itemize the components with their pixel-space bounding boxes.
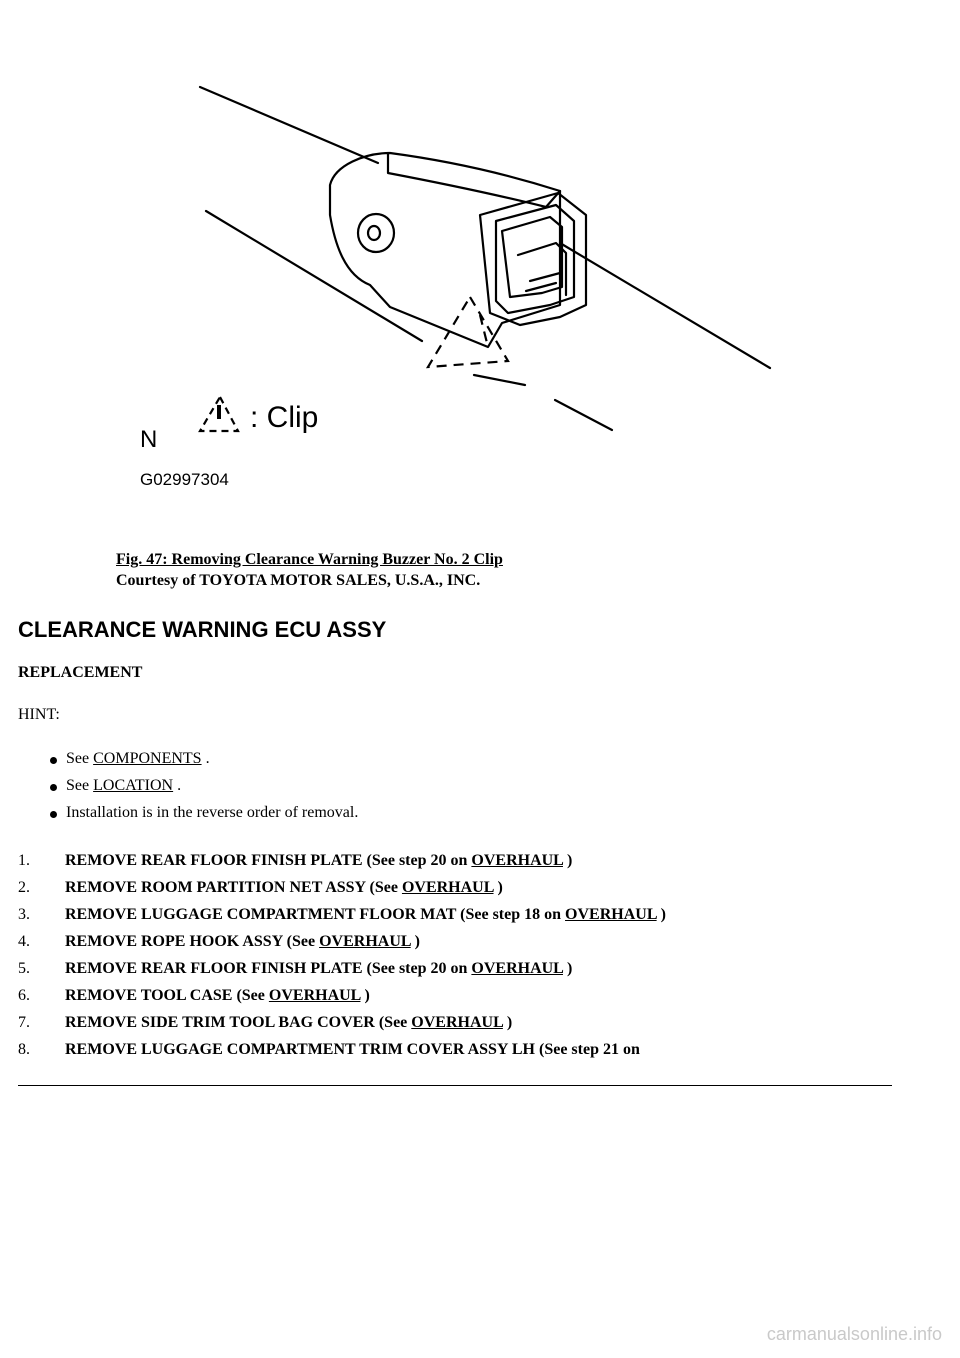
bullet-suffix: . <box>173 777 182 794</box>
step-close: ) <box>502 1014 513 1031</box>
bullet-icon <box>50 784 57 791</box>
bullet-text: See <box>66 777 94 794</box>
overhaul-link[interactable]: OVERHAUL <box>471 960 563 977</box>
buzzer-clip-figure <box>130 75 780 495</box>
section-heading: CLEARANCE WARNING ECU ASSY <box>18 617 387 642</box>
step-text <box>65 852 572 869</box>
bullet-text: See <box>66 750 94 767</box>
step-number: 6. <box>18 987 30 1004</box>
step-label: REMOVE ROOM PARTITION NET ASSY (See <box>65 879 402 896</box>
step-close: ) <box>360 987 370 1004</box>
list-item <box>18 1039 666 1066</box>
page-divider <box>18 1085 892 1086</box>
procedure-steps <box>18 850 666 1066</box>
step-text <box>65 1014 512 1031</box>
components-link[interactable]: COMPONENTS <box>93 750 202 767</box>
step-text <box>65 933 420 950</box>
step-label: REMOVE SIDE TRIM TOOL BAG COVER (See <box>65 1014 412 1031</box>
step-text <box>65 906 666 923</box>
step-number: 5. <box>18 960 30 977</box>
step-label: REMOVE LUGGAGE COMPARTMENT FLOOR MAT (See step 18 on <box>65 906 566 923</box>
figure-caption[interactable] <box>116 550 503 570</box>
figure-code: G02997304 <box>140 470 229 489</box>
step-text <box>65 1041 640 1058</box>
step-label: REMOVE ROPE HOOK ASSY (See <box>65 933 320 950</box>
step-number: 7. <box>18 1014 30 1031</box>
step-number: 8. <box>18 1041 30 1058</box>
bullet-suffix: . <box>201 750 210 767</box>
step-close: ) <box>562 852 573 869</box>
list-item <box>18 904 666 931</box>
north-label: N <box>140 426 158 453</box>
step-number: 4. <box>18 933 30 950</box>
buzzer-clip-illustration <box>130 75 780 495</box>
step-close: ) <box>562 960 573 977</box>
step-label: REMOVE REAR FLOOR FINISH PLATE (See step 20 on <box>65 960 472 977</box>
bullet-icon <box>50 757 57 764</box>
list-item <box>44 802 358 829</box>
clip-legend-label: : Clip <box>250 401 319 434</box>
step-close: ) <box>410 933 420 950</box>
step-close: ) <box>493 879 503 896</box>
list-item <box>18 958 666 985</box>
step-label: REMOVE REAR FLOOR FINISH PLATE (See step 20 on <box>65 852 472 869</box>
hint-bullet-list <box>44 748 358 829</box>
step-number: 1. <box>18 852 30 869</box>
step-label: REMOVE TOOL CASE (See <box>65 987 269 1004</box>
step-text <box>65 879 503 896</box>
list-item <box>18 931 666 958</box>
step-text <box>65 987 370 1004</box>
list-item <box>18 985 666 1012</box>
overhaul-link[interactable]: OVERHAUL <box>411 1014 503 1031</box>
location-link[interactable]: LOCATION <box>93 777 174 794</box>
bullet-text: Installation is in the reverse order of removal. <box>66 804 359 821</box>
overhaul-link[interactable]: OVERHAUL <box>401 879 494 896</box>
hint-label: HINT: <box>18 706 60 723</box>
step-number: 3. <box>18 906 30 923</box>
bullet-icon <box>50 811 57 818</box>
step-close: ) <box>656 906 666 923</box>
overhaul-link[interactable]: OVERHAUL <box>565 906 657 923</box>
list-item <box>44 775 358 802</box>
overhaul-link[interactable]: OVERHAUL <box>319 933 411 950</box>
overhaul-link[interactable]: OVERHAUL <box>268 987 361 1004</box>
watermark: carmanualsonline.info <box>766 1324 942 1344</box>
step-number: 2. <box>18 879 30 896</box>
step-label: REMOVE LUGGAGE COMPARTMENT TRIM COVER ASSY LH (See step 21 on <box>65 1041 640 1058</box>
list-item <box>18 1012 666 1039</box>
overhaul-link[interactable]: OVERHAUL <box>471 852 563 869</box>
step-text <box>65 960 572 977</box>
figure-credit: Courtesy of TOYOTA MOTOR SALES, U.S.A., INC. <box>116 572 481 589</box>
list-item <box>18 850 666 877</box>
list-item <box>44 748 358 775</box>
replacement-subheading: REPLACEMENT <box>18 664 143 681</box>
list-item <box>18 877 666 904</box>
figure-caption-link[interactable]: Fig. 47: Removing Clearance Warning Buzzer No. 2 Clip <box>116 551 503 568</box>
